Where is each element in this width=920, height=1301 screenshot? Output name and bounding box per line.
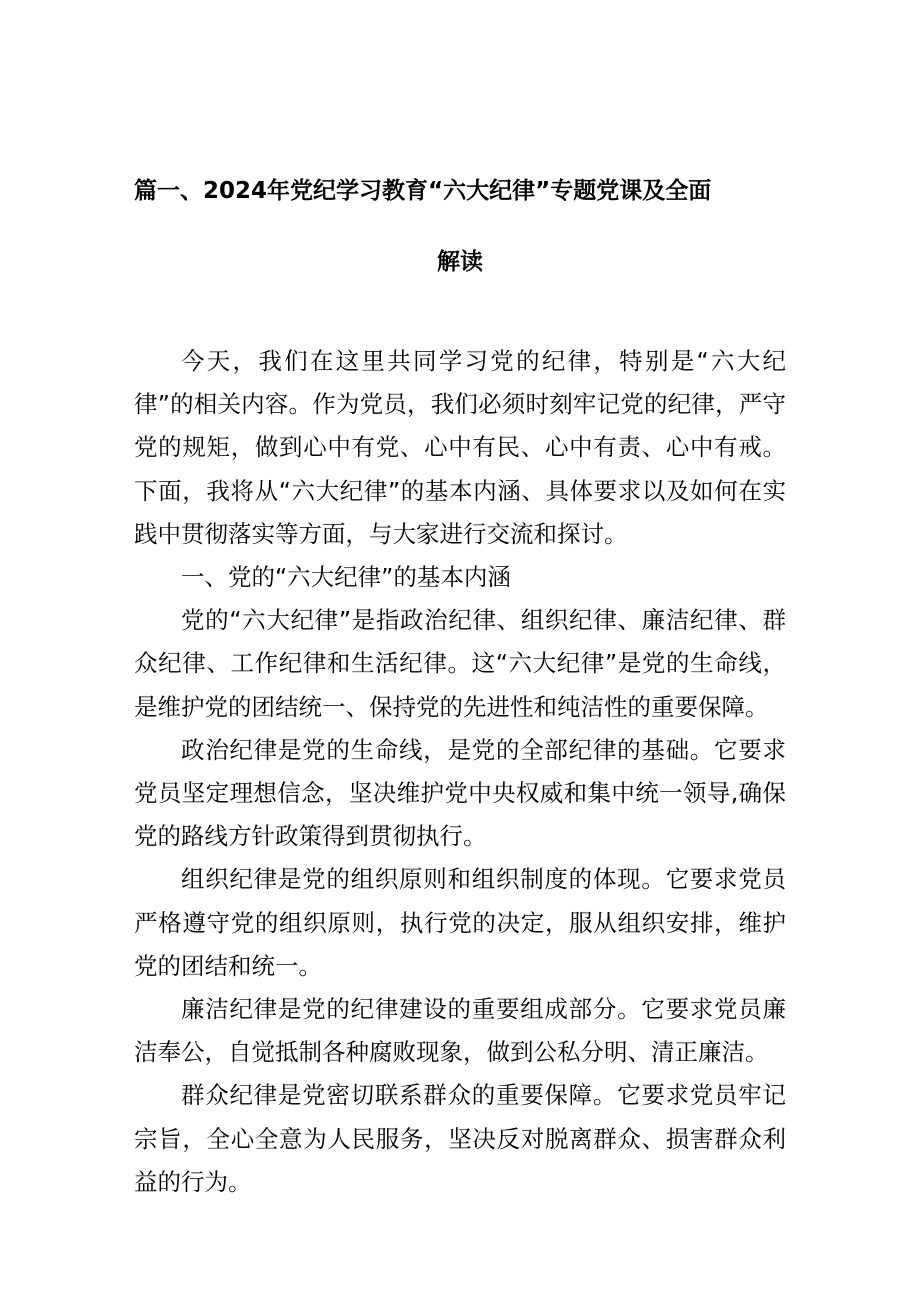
document-title-line-2: 解读 [437,249,483,275]
paragraph-political-discipline: 政治纪律是党的生命线，是党的全部纪律的基础。它要求党员坚定理想信念，坚决维护党中央权威和集中统一领导,确保党的路线方针政策得到贯彻执行。 [134,735,786,851]
document-body [134,340,786,1204]
paragraph-intro: 今天，我们在这里共同学习党的纪律，特别是“六大纪律”的相关内容。作为党员，我们必须时刻牢记党的纪律，严守党的规矩，做到心中有党、心中有民、心中有责、心中有戒。下面，我将从“六大纪律”的基本内涵、具体要求以及如何在实践中贯彻落实等方面，与大家进行交流和探讨。 [134,347,786,548]
section-heading-1: 一、党的“六大纪律”的基本内涵 [181,563,511,592]
paragraph-integrity-discipline: 廉洁纪律是党的纪律建设的重要组成部分。它要求党员廉洁奉公，自觉抵制各种腐败现象，做到公私分明、清正廉洁。 [134,995,786,1067]
paragraph-six-disciplines: 党的“六大纪律”是指政治纪律、组织纪律、廉洁纪律、群众纪律、工作纪律和生活纪律。这“六大纪律”是党的生命线，是维护党的团结统一、保持党的先进性和纯洁性的重要保障。 [134,606,786,721]
paragraph-mass-discipline: 群众纪律是党密切联系群众的重要保障。它要求党员牢记宗旨，全心全意为人民服务，坚决反对脱离群众、损害群众利益的行为。 [134,1081,786,1196]
document-title-line-1: 篇一、2024年党纪学习教育“六大纪律”专题党课及全面 [134,178,712,204]
paragraph-organizational-discipline: 组织纪律是党的组织原则和组织制度的体现。它要求党员严格遵守党的组织原则，执行党的决定，服从组织安排，维护党的团结和统一。 [134,865,786,980]
